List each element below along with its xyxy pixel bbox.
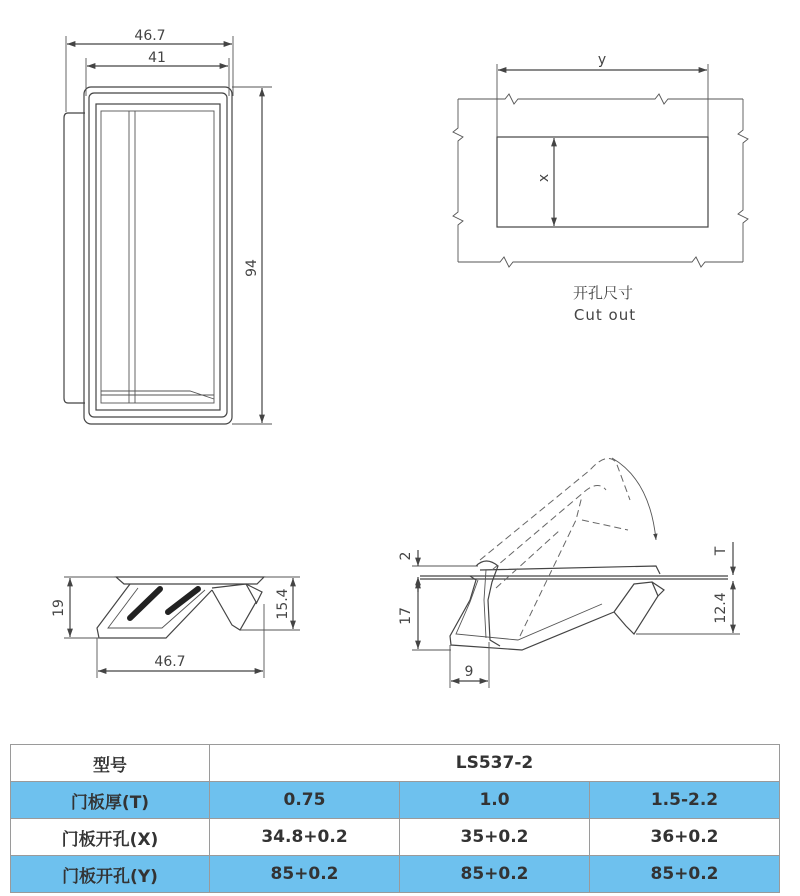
section-view <box>398 458 740 688</box>
table-cell: 0.75 <box>210 782 400 819</box>
table-cell: 36+0.2 <box>590 819 780 856</box>
cutout-view <box>453 52 748 324</box>
table-cell: 35+0.2 <box>400 819 590 856</box>
table-cell: 34.8+0.2 <box>210 819 400 856</box>
row-label-thickness: 门板厚(T) <box>11 782 210 819</box>
table-row <box>11 782 780 819</box>
table-row <box>11 819 780 856</box>
table-cell: 1.0 <box>400 782 590 819</box>
model-value: LS537-2 <box>210 745 780 782</box>
spec-table <box>10 744 780 893</box>
row-label-cutout-x: 门板开孔(X) <box>11 819 210 856</box>
table-row <box>11 745 780 782</box>
dim-lower-depth: 12.4 <box>713 592 729 624</box>
dim-width-outer: 46.7 <box>134 28 166 44</box>
dim-width-inner: 41 <box>148 50 166 66</box>
dim-side-width: 46.7 <box>154 654 186 670</box>
table-cell: 85+0.2 <box>210 856 400 893</box>
dim-side-height: 19 <box>51 599 67 617</box>
table-cell: 1.5-2.2 <box>590 782 780 819</box>
cutout-caption-cn: 开孔尺寸 <box>572 284 634 302</box>
dim-side-depth: 15.4 <box>275 588 291 620</box>
dim-height: 94 <box>244 259 260 277</box>
table-cell: 85+0.2 <box>590 856 780 893</box>
dim-top-gap: 2 <box>398 551 414 561</box>
table-row <box>11 856 780 893</box>
dim-cutout-y: y <box>597 52 607 68</box>
dim-section-depth: 17 <box>398 607 414 625</box>
cutout-caption-en: Cut out <box>573 306 637 324</box>
front-view <box>64 28 272 424</box>
dim-section-offset: 9 <box>464 664 474 680</box>
table-cell: 85+0.2 <box>400 856 590 893</box>
row-label-model: 型号 <box>11 745 210 782</box>
dim-thickness: T <box>713 546 729 556</box>
row-label-cutout-y: 门板开孔(Y) <box>11 856 210 893</box>
side-view <box>51 577 300 678</box>
dim-cutout-x: x <box>536 173 552 183</box>
